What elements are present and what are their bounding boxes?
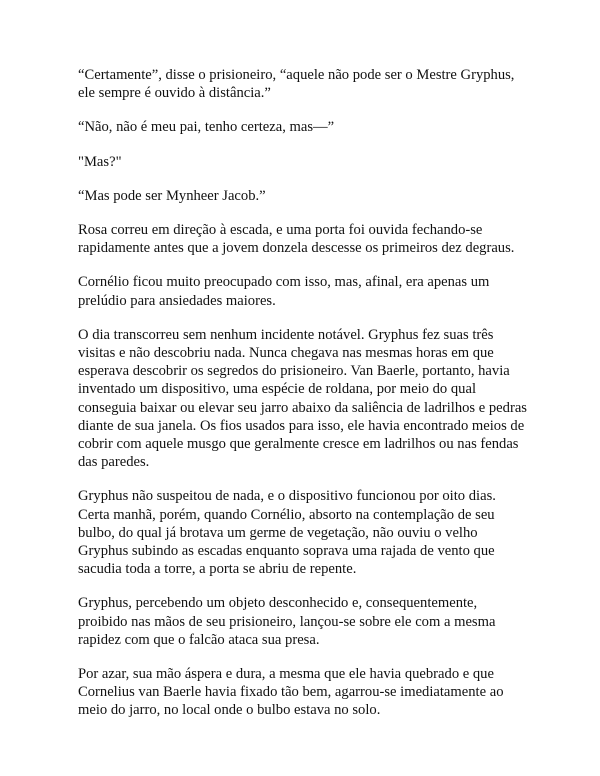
paragraph-dialogue-nao-meu-pai: “Não, não é meu pai, tenho certeza, mas—” [78,119,335,136]
paragraph-por-azar: Por azar, sua mão áspera e dura, a mesma que ele havia quebrado e que Cornelius van Baerle havia fixado tão bem, agarrou-se imediatamente ao meio do jarro, no local onde o bulbo estava no solo. [78,666,504,719]
paragraph-dialogue-mynheer-jacob: “Mas pode ser Mynheer Jacob.” [78,187,266,204]
paragraph-cornelio-preocupado: Cornélio ficou muito preocupado com isso, mas, afinal, era apenas um prelúdio para ansiedades maiores. [78,274,490,309]
paragraph-rosa-escada: Rosa correu em direção à escada, e uma porta foi ouvida fechando-se rapidamente antes que a jovem donzela descesse os primeiros dez degraus. [78,222,515,257]
document-page [78,66,528,736]
paragraph-dialogue-mas: "Mas?" [78,153,122,170]
paragraph-gryphus-nao-suspeitou: Gryphus não suspeitou de nada, e o dispositivo funcionou por oito dias. Certa manhã, porém, quando Cornélio, absorto na contemplação de seu bulbo, do qual já brotava um germe de vegetação, não ouviu o velho Gryphus subindo as escadas enquanto soprava uma rajada de vento que sacudia toda a torre, a porta se abriu de repente. [78,488,496,578]
paragraph-gryphus-percebendo: Gryphus, percebendo um objeto desconhecido e, consequentemente, proibido nas mãos de seu prisioneiro, lançou-se sobre ele com a mesma rapidez com que o falcão ataca sua presa. [78,595,496,648]
paragraph-dialogue-certamente: “Certamente”, disse o prisioneiro, “aquele não pode ser o Mestre Gryphus, ele sempre é ouvido à distância.” [78,67,515,102]
paragraph-dia-transcorreu: O dia transcorreu sem nenhum incidente notável. Gryphus fez suas três visitas e não descobriu nada. Nunca chegava nas mesmas horas em que esperava descobrir os segredos do prisioneiro. Van Baerle, portanto, havia inventado um dispositivo, uma espécie de roldana, por meio do qual conseguia baixar ou elevar seu jarro abaixo da saliência de ladrilhos e pedras diante de sua janela. Os fios usados para isso, ele havia encontrado meios de cobrir com aquele musgo que geralmente cresce em ladrilhos ou nas fendas das paredes. [78,326,527,471]
